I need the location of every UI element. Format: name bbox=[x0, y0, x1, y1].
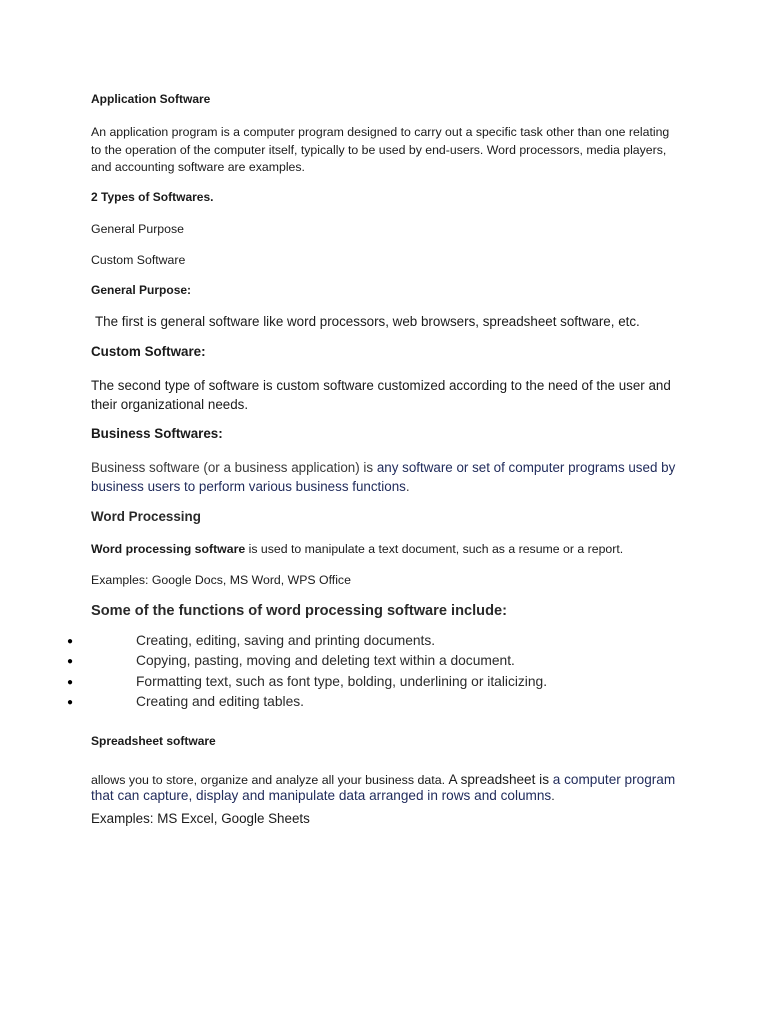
spreadsheet-examples: Examples: MS Excel, Google Sheets bbox=[91, 811, 310, 826]
type-general-purpose: General Purpose bbox=[91, 222, 184, 236]
business-software-heading: Business Softwares: bbox=[91, 426, 223, 441]
types-heading: 2 Types of Softwares. bbox=[91, 190, 214, 204]
word-processing-rest: is used to manipulate a text document, such as a resume or a report. bbox=[245, 542, 624, 556]
spreadsheet-plain: allows you to store, organize and analyze all your business data. bbox=[91, 773, 449, 787]
custom-software-text: The second type of software is custom software customized according to the need of the user and their organizational needs. bbox=[91, 378, 671, 412]
spreadsheet-end: . bbox=[551, 789, 555, 803]
general-purpose-heading: General Purpose: bbox=[91, 283, 192, 297]
spreadsheet-text bbox=[91, 772, 691, 804]
bullet-icon: ● bbox=[67, 656, 74, 668]
business-software-text bbox=[91, 458, 691, 496]
general-purpose-text: The first is general software like word processors, web browsers, spreadsheet software, etc. bbox=[95, 314, 640, 329]
bullet-icon: ● bbox=[67, 676, 74, 688]
business-text-highlight: any software or set of computer programs used by business users to perform various business functions bbox=[91, 460, 676, 494]
spreadsheet-highlight: a computer program that can capture, display and manipulate data arranged in rows and columns bbox=[91, 772, 676, 803]
bullet-icon: ● bbox=[67, 696, 74, 708]
word-processing-text bbox=[91, 541, 623, 559]
word-processing-bold: Word processing software bbox=[91, 542, 246, 556]
functions-heading: Some of the functions of word processing software include: bbox=[91, 603, 507, 619]
spreadsheet-heading: Spreadsheet software bbox=[91, 734, 216, 748]
type-custom-software: Custom Software bbox=[91, 253, 186, 267]
word-processing-examples: Examples: Google Docs, MS Word, WPS Office bbox=[91, 573, 351, 587]
bullet-icon: ● bbox=[67, 636, 74, 647]
spreadsheet-mid: A spreadsheet is bbox=[448, 772, 553, 787]
business-text-plain: Business software (or a business application) is bbox=[91, 460, 377, 475]
intro-paragraph: An application program is a computer program designed to carry out a specific task other than one relating to the operation of the computer itself, typically to be used by end-users. Word processors, media players, and accounting software are examples. bbox=[91, 125, 670, 174]
custom-software-heading: Custom Software: bbox=[91, 344, 206, 359]
page-title: Application Software bbox=[91, 92, 211, 106]
business-text-end: . bbox=[405, 479, 410, 494]
word-processing-heading: Word Processing bbox=[91, 509, 201, 524]
